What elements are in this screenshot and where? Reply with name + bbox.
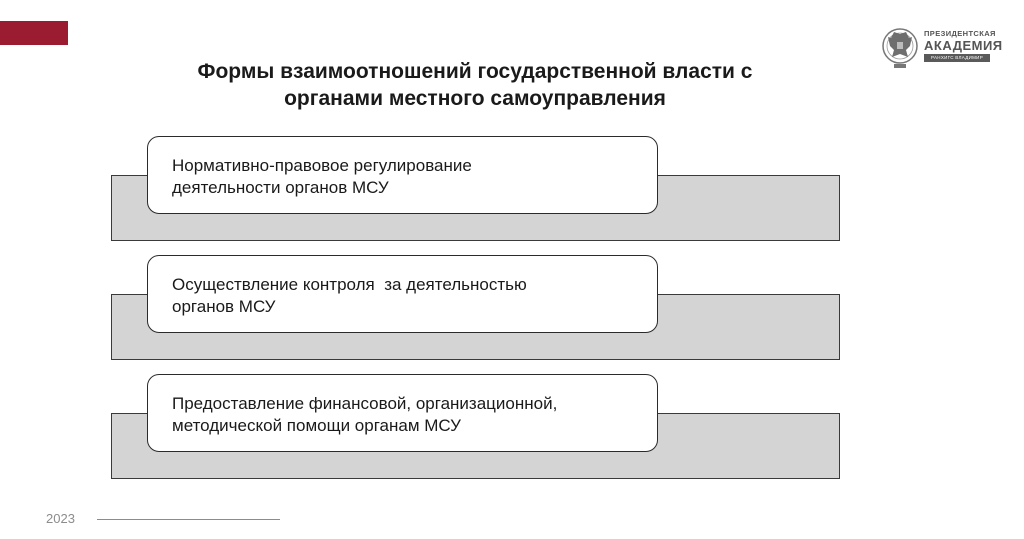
item-card-2-line-1: Осуществление контроля за деятельностью — [172, 275, 527, 294]
item-card-2-line-2: органов МСУ — [172, 297, 276, 316]
logo-text-branch: РАНХИГС ВЛАДИМИР — [924, 54, 990, 62]
footer-divider — [97, 519, 280, 520]
eagle-emblem-icon — [880, 24, 920, 72]
logo-text-presidential: ПРЕЗИДЕНТСКАЯ — [924, 29, 996, 38]
item-card-1-line-1: Нормативно-правовое регулирование — [172, 156, 472, 175]
item-card-1 — [147, 136, 658, 214]
item-card-3 — [147, 374, 658, 452]
slide-title — [130, 58, 820, 112]
slide-title-line-1: Формы взаимоотношений государственной власти с — [197, 60, 753, 83]
footer-year: 2023 — [46, 511, 75, 526]
item-card-2 — [147, 255, 658, 333]
item-card-3-line-2: методической помощи органам МСУ — [172, 416, 461, 435]
item-card-1-line-2: деятельности органов МСУ — [172, 178, 389, 197]
slide-title-line-2: органами местного самоуправления — [284, 87, 666, 110]
academy-logo — [880, 24, 1003, 74]
logo-text-academy: АКАДЕМИЯ — [924, 38, 1003, 53]
item-card-3-line-1: Предоставление финансовой, организационной, — [172, 394, 558, 413]
accent-bar — [0, 21, 68, 45]
